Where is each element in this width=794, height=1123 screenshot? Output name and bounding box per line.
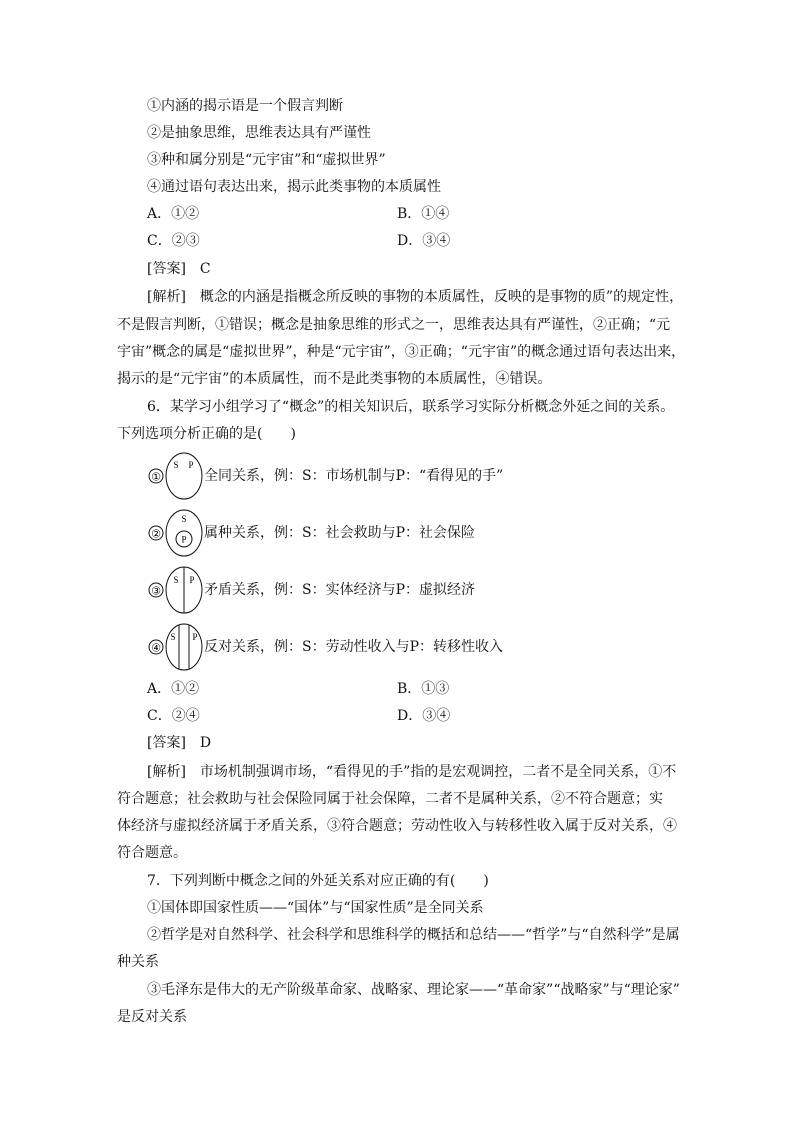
diagram-s-label: S xyxy=(170,632,176,642)
q7-item-3-line-2: 是反对关系 xyxy=(117,1009,187,1025)
q6-diagram-4-text: 反对关系，例：S：劳动性收入与P：转移性收入 xyxy=(204,639,504,655)
diagram-p-label: P xyxy=(189,575,195,585)
q6-option-c: C．②④ xyxy=(147,708,200,724)
q6-analysis-line-1: [解析] 市场机制强调市场，“看得见的手”指的是宏观调控，二者不是全同关系，①不 xyxy=(147,764,677,780)
q7-item-1: ①国体即国家性质——“国体”与“国家性质”是全同关系 xyxy=(147,900,484,916)
q5-analysis-line-1: [解析] 概念的内涵是指概念所反映的事物的本质属性，反映的是事物的质”的规定性， xyxy=(147,289,684,305)
q7-item-2-line-2: 种关系 xyxy=(117,954,159,970)
q6-option-b: B．①③ xyxy=(397,681,450,697)
q5-option-b: B．①④ xyxy=(397,206,450,222)
diagram-number: ③ xyxy=(151,584,161,598)
q5-analysis-line-4: 揭示的是“元宇宙”的本质属性，而不是此类事物的本质属性，④错误。 xyxy=(117,371,552,387)
diagram-s-label: S xyxy=(173,460,179,470)
q6-answer: [答案] D xyxy=(147,735,212,751)
q5-item-1: ①内涵的揭示语是一个假言判断 xyxy=(147,98,343,114)
q6-diagram-1-text: 全同关系，例：S：市场机制与P：“看得见的手” xyxy=(204,468,504,484)
diagram-number: ② xyxy=(151,527,161,541)
diagram-s-label: S xyxy=(173,575,179,585)
q5-option-d: D．③④ xyxy=(397,233,451,249)
q5-item-4: ④通过语句表达出来，揭示此类事物的本质属性 xyxy=(147,179,441,195)
q6-diagram-2-text: 属种关系，例：S：社会救助与P：社会保险 xyxy=(204,525,476,541)
q6-option-d: D．③④ xyxy=(397,708,451,724)
diagram-p-label: P xyxy=(181,534,187,545)
q6-option-a: A．①② xyxy=(147,681,200,697)
contradiction-venn-diagram xyxy=(147,566,207,614)
q6-analysis-line-2: 符合题意；社会救助与社会保险同属于社会保障，二者不是属种关系，②不符合题意；实 xyxy=(117,791,663,807)
q7-item-3-line-1: ③毛泽东是伟大的无产阶级革命家、战略家、理论家——“革命家”“战略家”与“理论家” xyxy=(147,982,680,998)
q6-stem-line-1: 6．某学习小组学习了“概念”的相关知识后，联系学习实际分析概念外延之间的关系。 xyxy=(147,399,675,415)
q6-stem-line-2: 下列选项分析正确的是( ) xyxy=(117,426,296,442)
q5-item-3: ③种和属分别是“元宇宙”和“虚拟世界” xyxy=(147,152,386,168)
q5-option-c: C．②③ xyxy=(147,233,200,249)
q6-diagram-3-text: 矛盾关系，例：S：实体经济与P：虚拟经济 xyxy=(204,582,476,598)
diagram-number: ④ xyxy=(151,641,161,655)
diagram-number: ① xyxy=(151,470,161,484)
contrariety-venn-diagram xyxy=(147,623,207,671)
q6-diagram-4 xyxy=(147,623,567,671)
q5-item-2: ②是抽象思维，思维表达具有严谨性 xyxy=(147,125,371,141)
diagram-s-label: S xyxy=(181,514,187,524)
q7-stem: 7．下列判断中概念之间的外延关系对应正确的有( ) xyxy=(147,873,489,889)
q5-answer: [答案] C xyxy=(147,261,211,277)
q5-analysis-line-3: 宇宙”概念的属是“虚拟世界”，种是“元宇宙”，③正确；“元宇宙”的概念通过语句表达出来， xyxy=(117,344,686,360)
identity-venn-diagram xyxy=(147,452,207,500)
q6-analysis-line-4: 符合题意。 xyxy=(117,845,187,861)
q7-item-2-line-1: ②哲学是对自然科学、社会科学和思维科学的概括和总结——“哲学”与“自然科学”是属 xyxy=(147,927,680,943)
q5-option-a: A．①② xyxy=(147,206,200,222)
q6-diagram-1 xyxy=(147,452,567,500)
q6-diagram-2 xyxy=(147,509,567,557)
diagram-p-label: P xyxy=(192,632,198,642)
q6-analysis-line-3: 体经济与虚拟经济属于矛盾关系，③符合题意；劳动性收入与转移性收入属于反对关系，④ xyxy=(117,818,677,834)
diagram-p-label: P xyxy=(188,460,194,470)
q5-analysis-line-2: 不是假言判断，①错误；概念是抽象思维的形式之一，思维表达具有严谨性，②正确；“元 xyxy=(117,317,671,333)
q6-diagram-3 xyxy=(147,566,567,614)
subordination-venn-diagram xyxy=(147,509,207,557)
